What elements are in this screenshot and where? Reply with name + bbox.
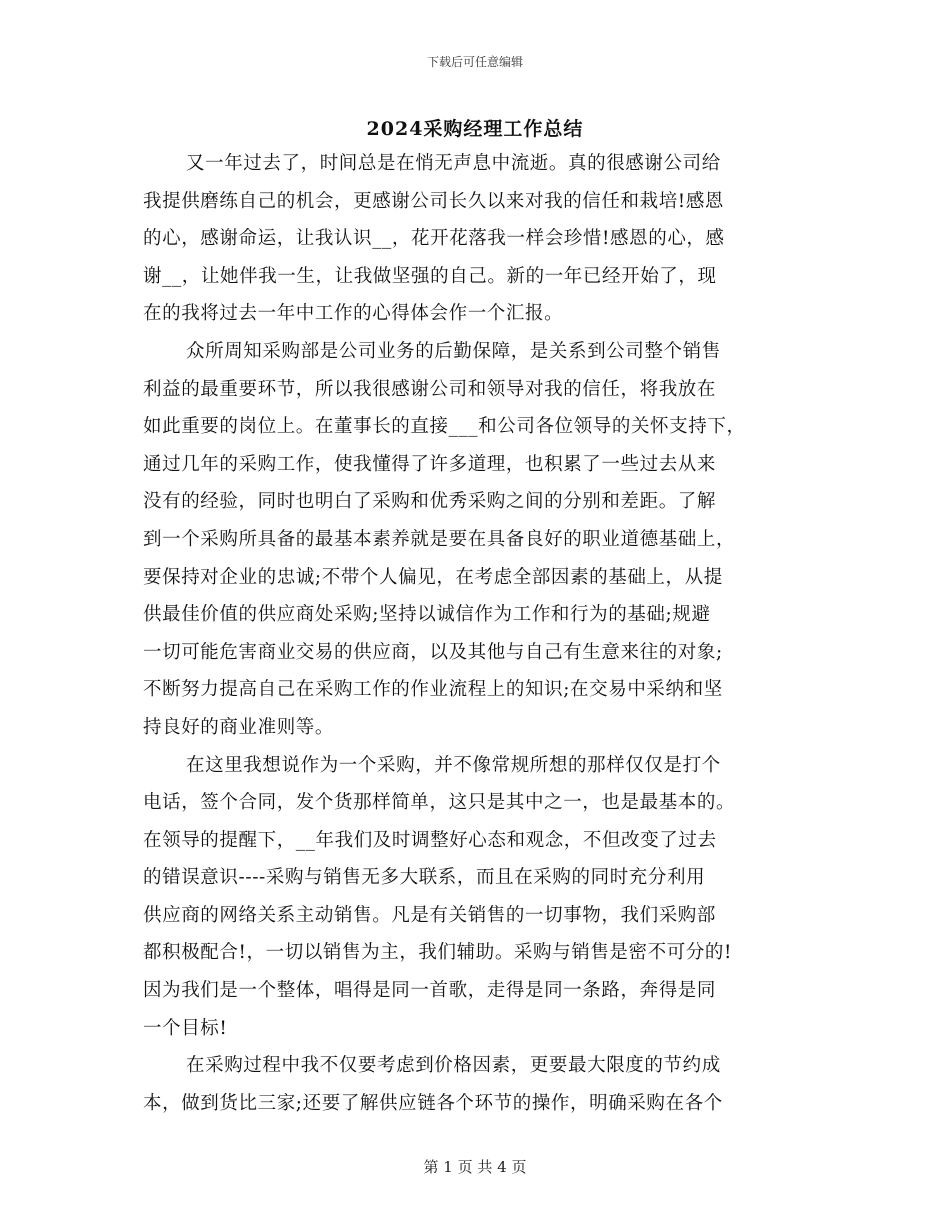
paragraph-3 <box>143 747 818 1048</box>
paragraph-1 <box>143 145 818 333</box>
text-line: 要保持对企业的忠诚;不带个人偏见，在考虑全部因素的基础上，从提 <box>143 566 723 588</box>
text-line: 又一年过去了，时间总是在悄无声息中流逝。真的很感谢公司给 <box>186 153 721 174</box>
text-line: 到一个采购所具备的最基本素养就是要在具备良好的职业道德基础上， <box>143 528 736 550</box>
text-line: 电话，签个合同，发个货那样简单，这只是其中之一，也是最基本的。 <box>143 792 736 814</box>
text-line: 供最佳价值的供应商处采购;坚持以诚信作为工作和行为的基础;规避 <box>143 604 711 626</box>
text-line: 的心，感谢命运，让我认识__，花开花落我一样会珍惜!感恩的心，感 <box>143 228 725 250</box>
text-line: 利益的最重要环节，所以我很感谢公司和领导对我的信任，将我放在 <box>143 378 717 400</box>
text-line: 本，做到货比三家;还要了解供应链各个环节的操作，明确采购在各个 <box>143 1092 723 1114</box>
document-title: 2024采购经理工作总结 <box>366 118 584 140</box>
text-line: 在领导的提醒下，__年我们及时调整好心态和观念，不但改变了过去 <box>143 829 717 851</box>
text-line: 通过几年的采购工作，使我懂得了许多道理，也积累了一些过去从来 <box>143 453 717 475</box>
text-line: 我提供磨练自己的机会，更感谢公司长久以来对我的信任和栽培!感恩 <box>143 190 725 212</box>
text-line: 持良好的商业准则等。 <box>143 716 335 738</box>
text-line: 在采购过程中我不仅要考虑到价格因素，更要最大限度的节约成 <box>186 1055 721 1077</box>
page-header-note: 下载后可任意编辑 <box>426 55 523 69</box>
text-line: 众所周知采购部是公司业务的后勤保障，是关系到公司整个销售 <box>186 340 721 362</box>
document-body <box>143 145 818 1122</box>
page-number: 第 1 页 共 4 页 <box>423 1158 527 1176</box>
text-line: 没有的经验，同时也明白了采购和优秀采购之间的分别和差距。了解 <box>143 491 717 513</box>
text-line: 因为我们是一个整体，唱得是同一首歌，走得是同一条路，奔得是同 <box>143 980 717 1002</box>
paragraph-2 <box>143 333 818 747</box>
text-line: 都积极配合!，一切以销售为主，我们辅助。采购与销售是密不可分的! <box>143 942 733 964</box>
text-line: 谢__，让她伴我一生，让我做坚强的自己。新的一年已经开始了，现 <box>143 265 717 287</box>
text-line: 在这里我想说作为一个采购，并不像常规所想的那样仅仅是打个 <box>186 754 721 776</box>
text-line: 不断努力提高自己在采购工作的作业流程上的知识;在交易中采纳和坚 <box>143 679 723 701</box>
text-line: 在的我将过去一年中工作的心得体会作一个汇报。 <box>143 303 564 325</box>
text-line: 的错误意识----采购与销售无多大联系，而且在采购的同时充分利用 <box>143 867 706 889</box>
text-line: 供应商的网络关系主动销售。凡是有关销售的一切事物，我们采购部 <box>143 904 717 926</box>
text-line: 一个目标! <box>143 1017 228 1039</box>
text-line: 如此重要的岗位上。在董事长的直接___和公司各位领导的关怀支持下， <box>143 416 746 438</box>
text-line: 一切可能危害商业交易的供应商，以及其他与自己有生意来往的对象; <box>143 641 723 663</box>
paragraph-4 <box>143 1047 818 1122</box>
